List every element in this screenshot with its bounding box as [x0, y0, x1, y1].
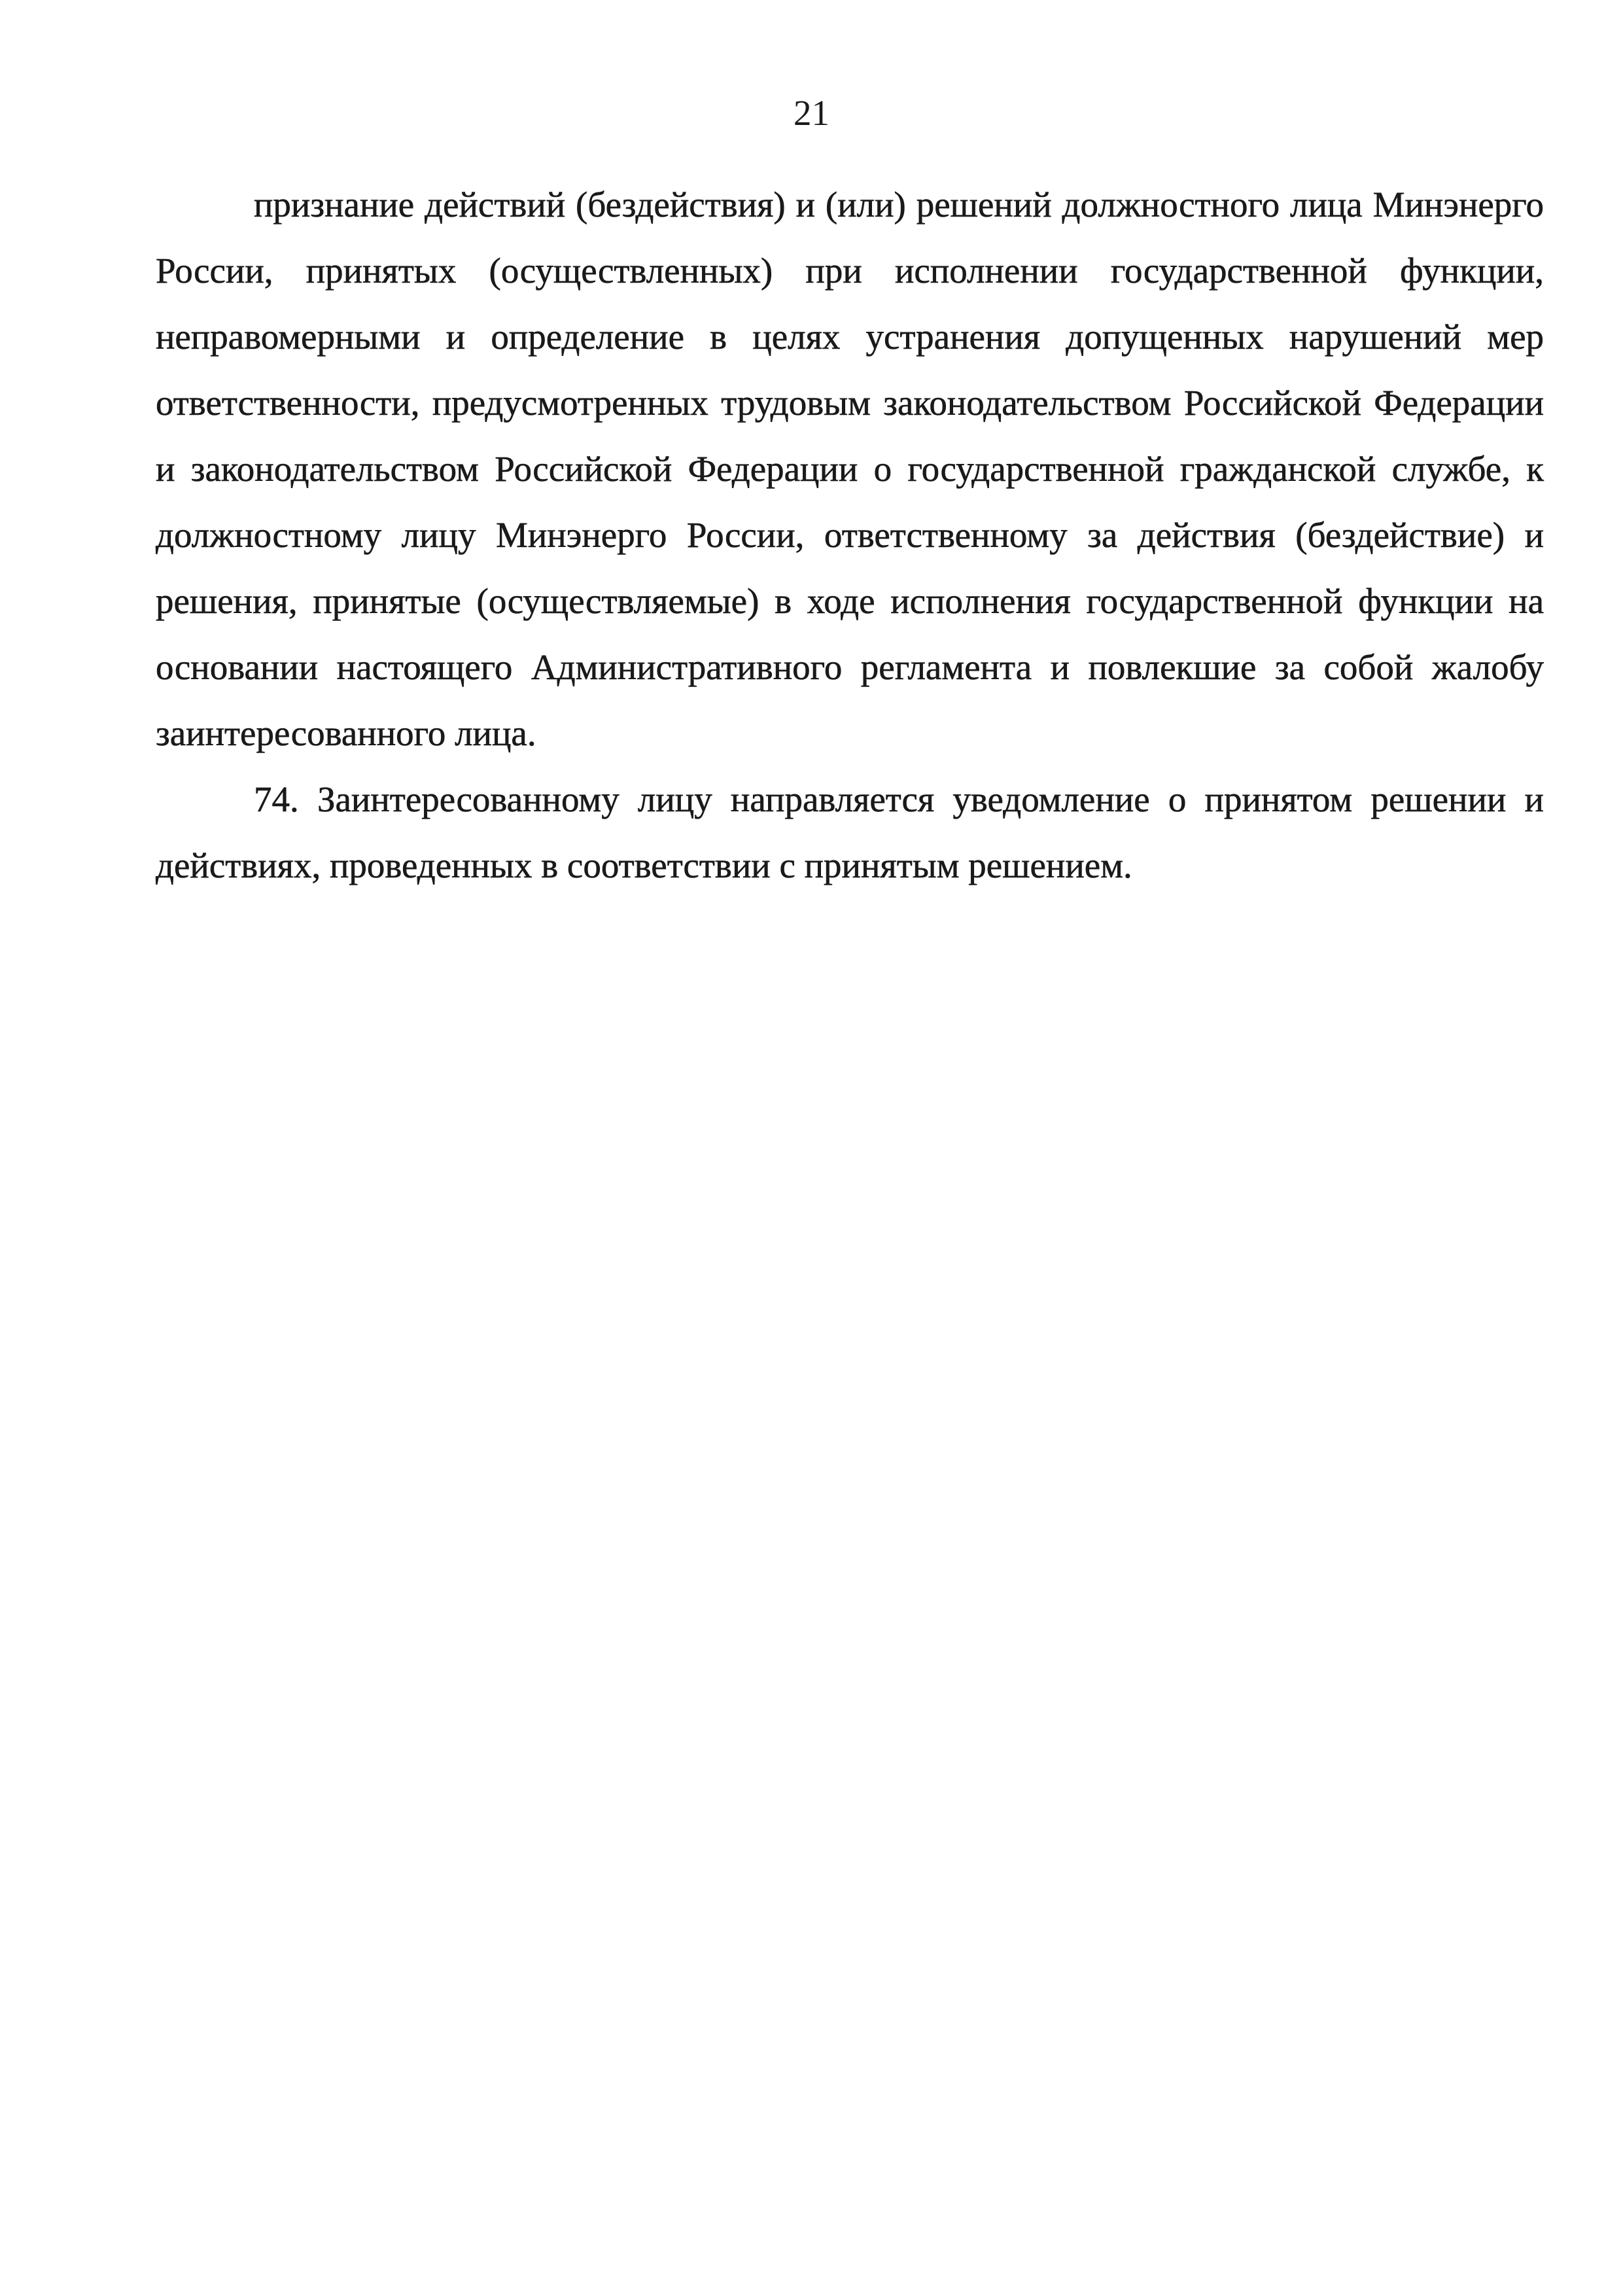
paragraph-decision-measures: признание действий (бездействия) и (или) решений должностного лица Минэнерго России, принятых (осуществленных) при исполнении государственной функции, неправомерными и определение в целях устранения допущенных нарушений мер ответственности, предусмотренных трудовым законодательством Российской Федерации и законодательством Российской Федерации о государственной гражданской службе, к должностному лицу Минэнерго России, ответственному за действия (бездействие) и решения, принятые (осуществляемые) в ходе исполнения государственной функции на основании настоящего Административного регламента и повлекшие за собой жалобу заинтересованного лица.: [156, 185, 1544, 753]
page-number: 21: [794, 93, 829, 133]
paragraph-74-notification: 74. Заинтересованному лицу направляется уведомление о принятом решении и действиях, проведенных в соответствии с принятым решением.: [156, 779, 1544, 885]
body-text: [156, 171, 1544, 898]
